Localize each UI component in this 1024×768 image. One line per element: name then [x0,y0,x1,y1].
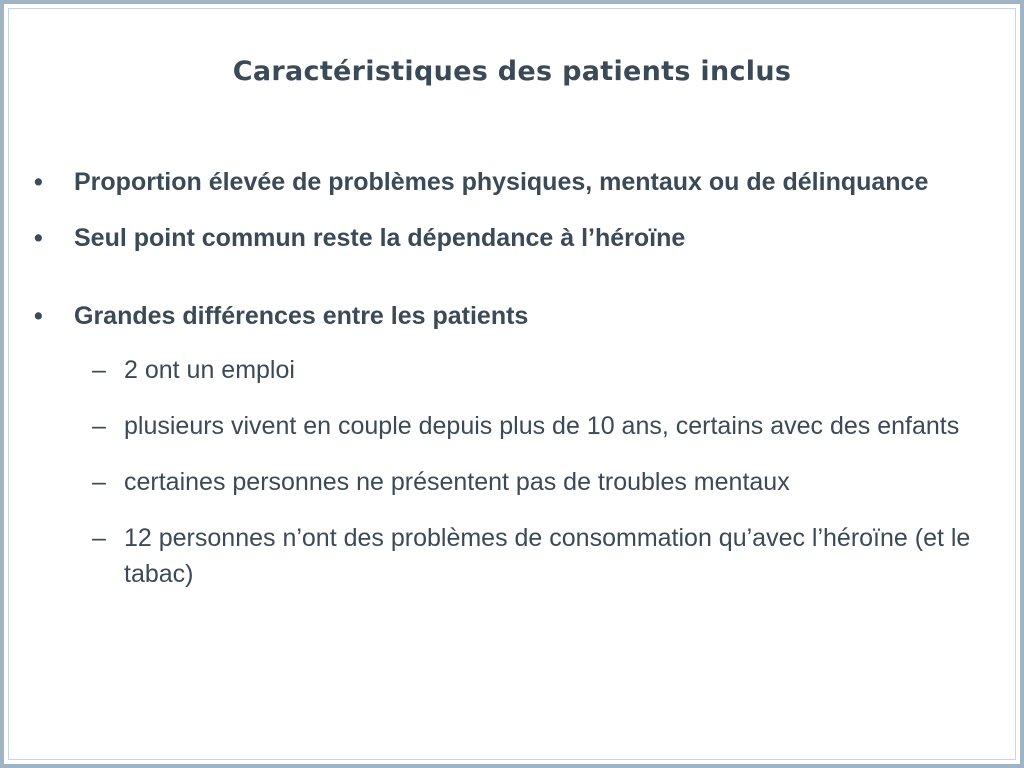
bullet-item [32,298,982,334]
bullet-text: Grandes différences entre les patients [74,302,529,330]
sub-bullet-text: 12 personnes n’ont des problèmes de consommation qu’avec l’héroïne (et le tabac) [124,524,971,588]
sub-bullet-item [32,520,982,592]
dash-marker: – [92,524,106,552]
sub-bullet-item [32,352,982,388]
bullet-marker: • [34,302,43,330]
bullet-marker: • [34,224,43,252]
sub-bullet-item [32,464,982,500]
bullet-item [32,220,982,256]
dash-marker: – [92,468,106,496]
slide-title: Caractéristiques des patients inclus [232,56,792,87]
dash-marker: – [92,412,106,440]
dash-marker: – [92,356,106,384]
sub-bullet-text: 2 ont un emploi [124,356,295,384]
slide-content [32,164,982,592]
sub-bullet-item [32,408,982,444]
bullet-marker: • [34,168,43,196]
sub-bullet-text: plusieurs vivent en couple depuis plus de 10 ans, certains avec des enfants [124,412,960,440]
sub-bullet-text: certaines personnes ne présentent pas de troubles mentaux [124,468,790,496]
bullet-item [32,164,982,200]
bullet-text: Seul point commun reste la dépendance à l’héroïne [74,224,686,252]
bullet-text: Proportion élevée de problèmes physiques, mentaux ou de délinquance [74,168,929,196]
